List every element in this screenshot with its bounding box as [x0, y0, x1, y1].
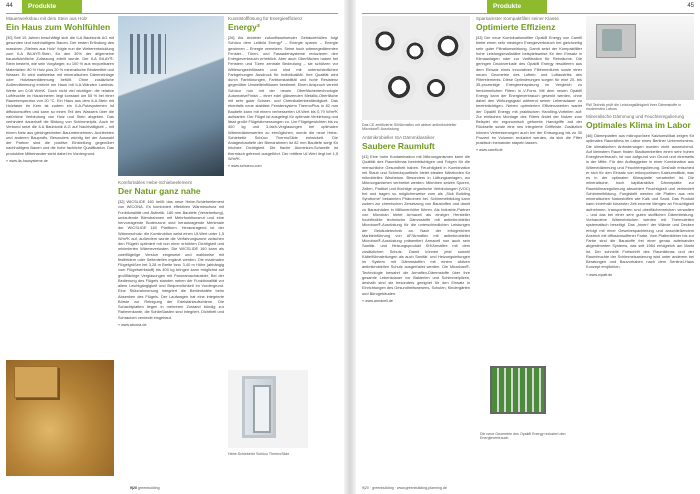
pipe-shape	[422, 74, 450, 102]
article-link[interactable]: » www.camfil.de	[476, 148, 503, 153]
article-link[interactable]: » www.rcpatt.de	[586, 272, 613, 277]
lab-caption: RW Technik prüft die Leistungsfähigkeit ihrer Dämmstoffe in modernsten Labors	[586, 103, 682, 112]
right-page	[356, 0, 700, 494]
pipes-caption: Das CE zertifizierte SilVArmaflex mit aktiver antimikrobieller Microban®-Ausrüstung	[362, 123, 457, 132]
article-lab	[586, 114, 694, 277]
window-photo-icon	[228, 370, 308, 448]
article-link[interactable]: » www.schueco.com	[228, 164, 262, 168]
article-link[interactable]: » www.ila-hausysteme.de	[6, 158, 48, 163]
article-energy	[228, 16, 338, 168]
pipe-shape	[432, 30, 464, 62]
article-kicker: Sparsamster Kompaktfilter seiner Klasse	[476, 16, 559, 21]
filter-caption: Die neue Geometrie des Opakfil Energy reduziert den Energieverbrauch	[480, 432, 566, 441]
article-microban	[362, 135, 470, 303]
article-straw	[6, 16, 114, 163]
article-body: [30] Seit 15 Jahren beschäftigt sich die ILA Baubionik AG mit gesunden und nachhaltigem Bauen. Der ersten Erfindung des massiven „Steines aus Holz“ folgte nun die Weiterentwicklung zum ILA INLAY®-Stein, für den 30% der allgemeine bauaufsichtliche Zulassung erteilt wurde. Der ILA INLAY®-Stein besteht, wie sein Vorgänger, zu 100 % aus recycelbaren Materialien: 80 % Holz plus 20 % mineralische Bindemittel und Wasser. Er wird wahlweise mit mineralischen Dämmeinlage oder Holzfaserdämmung befüllt. Ohne zusätzliche Außendämmung erreicht ein Haus mit ILA-Wänden Lambda-Werte um 0,08 W/mK. Doch nicht viel wichtiger: die relative Luftfeuchte im Hausinneren liegt konstant um 55 % bei einer Raumtemperatur von 20 °C. Ein Haus aus dem ILA-Stein mit Holzfaser im Kern ist zudem ein ILA-Putzsystemen ist diffusionsoffen und kann so einen Teil des Wassers über die natürliche Verbindung von Holz und Stein abgeben. Das verhindert dauerhaft die Bildung von Schimmelpilz. Auch im Verbund setzt die ILA Baubionik A.G auf Nachhaltigkeit – mit einem Netz aus gleichgesinnten Bauunternehmen, Architekten und anderen Bauprofis. Besonders wichtig bei der Auswahl der Partner sind die positive Einstellung gegenüber nachhaltigem Bauen und die hohe fachliche Qualifikation. Das produktive Mitteinander steht dabei im Vordergrund.	[6, 35, 114, 156]
left-page-number: 44	[6, 3, 13, 9]
right-footer: 9|20 · greenbuilding · www.greenbuilding-planning.de	[362, 486, 447, 490]
article-kicker: Mineralische Dämmung und Feuchteregulierung	[586, 114, 685, 119]
header-rule-right	[362, 13, 694, 14]
article-kicker: Antimikrobieller ISA Dämmklassiker	[362, 135, 435, 140]
right-page-number: 45	[687, 3, 694, 9]
header-rule-left	[6, 13, 338, 14]
lab-photo-icon	[586, 16, 694, 100]
footer-page-ref: 9|20	[130, 486, 138, 490]
article-kicker: Mauerwerksbau mit dem Stein aus Holz	[6, 16, 88, 21]
lab-door	[602, 29, 622, 51]
window-frame	[242, 376, 276, 438]
left-footer	[130, 486, 160, 490]
article-headline: Saubere Raumluft	[362, 141, 435, 151]
article-body: [46] Dämmplatten aus mikroporösen Kalziumsilikat zeigen für optimales Raumklima im Labor eines Berliner Unternehmens. Die klimatischen Anforderungen wurden nicht ausreichend. Auf kleinstem Raum finden Stadtumnbeiten einen sehr hohen Energieverbrauch, ist nun aufgrund von Grund und einerseits in der Mitte. Für den Auftraggeber in einer Kombination aus Wärmedämmung und Feuchteregulierung. Deshalb entschied er sich für den Einsatz von mikroporösem Kalziumsilikat, was es in der optimalen Klimaplatte verarbeitet ist. Die mineralische, hoch kapillaraktive Dämmplatte zur Raumklimaregulierung absorbiert Feuchtigkeit und verhindert Schimmelbildung. Fungistellt werden die Platten aus rein mineralischen Naturstoffen wie Kalk und Sand. Das Produkt kann innerhalb kürzester Zeit enorme Mengen an Feuchtigkeit aufnehmen, transportieren und oberflächenreichen verwalten – und das bei einer sehr guten stofflichen Dämmleistung. Vorhandene Wärmebrücken werden mit Thermoleiten systematisch beseitigt. Das „Innen“ der Wände und Decken erfolgt mit einer Gewebespachtelung und anschließendem Anstrich mit diffusionsoffener Farbe. Vom Plattenkleber bis zur Farbe sind die Baustoffe frei einer genau aufeinander abgestimmten Systems, das seit 1984 erfolgreich am Markt ist. Der schnelle Fortschritt des Raumklimas und der Raumfeuchte der Schimmelsanierung wird unter anderem bei Beratungen und Bauvorhaben nach dem Sentinel-Haus Konzept empfohlen.	[586, 133, 694, 270]
pipe-shape	[402, 38, 428, 64]
left-page	[0, 0, 344, 494]
article-body: [32] WICSLIDE 160 heißt das neue Hebe-Schiebeelement von WICONA. Es kombiniert effektiven Wärmeschutz mit Funktionalität und Ästhetik. 160 mm Bautiefe (Verarbeitung), umlaufende Blendrahmen mit Mehrfunktionsnut und eine hervorragende Bodenzone sind herausragende Merkmale der WICSLIDE 160 Plattform. Herausragend ist der Wärmeschutz: die Konstruktion weist einen Uf-Wert unter 1,5 W/m²K auf, außerdem wurde die Verfahrungszone zwischen den Flügeln optimiert mit nun einer erhöhten Dichtigkeit und minimierten Wärmeverlusten. Die WICSLIDE 160 kann als zweiflügelige Version eingesetzt und wahlweise mit festfeldern oder Seitenteilen ergänzt werden. Die maximalen Flügelgrößen bei 3,28 m Breite bzw. 3,40 m Höhe (abhängig vom Flügelwerkstoff) bis 400 kg bringen kann möglichst auf großflächige Verglasungen mit Panoramacharakter. Bei der Bedienung des Flügels standen neben der Funktionalität vor allem Leichtgängigkeit und Bequemlichkeit im Vordergrund. Eine Stützrahmenung integriert die Bedienkräfte beim Absenken des Flügels. Der Laufwagen hat eine integrierte Bürste zur Reinigung der Edelstahlaufschiene. Die Schachtplatten liegen in mehreren Zustand bündig zur Rahmenkante, die Schließlasten sind integriert, Dichtheit und Schrauben verdeckt eingebaut.	[118, 199, 224, 320]
article-body: [43] Der neue Kombinationsfilter Opakfil Energy von Camfil bietet einen sehr niedrigen Energieverbrauch bei gleichzeitig sehr guter Filtrationswirkung. Damit setzt der Kompaktfilter hohe Leistungsmaßstäbe beispielsweise für den Einsatz in Klimaanlagen oder zur Vorfiltration für Reinräume. Die geringen Druckverluste des Opakfil Energy resultieren aus dem Einsatz eines innovativen Filtermediums sowie einer neuen Geometrie des Luftein- und Luftaustritts des Filterelements. Diese Optimierungen sorgen für eine 20- bis 35-prozentige Energieeinsparung im Vergleich zu herkömmlichen Filtern in V-Form. Mit dem neuen Opakfil Energy kann der Energieverbrauch gesenkt werden, ohne dabei den Wirkungsgrad während seiner Lebensdauer zu beeinträchtigen. Neben optimierten Effizienzwerten wartet der Opakfil Energy mit praktischen Handling-Vorteilen auf: Zur einfachen Montage des Filters findet der Nutzer zum Beispiel ein ergonomisch geformte Handgriffe auf der Rückseite sowie eine neu integrierte Griffleiste. Zusätzlich können Verbesserungen auch bei der Entsorgung bis zu 30 Prozent im Volumen reduziert werden, da sich die Filter praktisch ineinander stapeln lassen.	[476, 35, 582, 145]
section-label-left: Produkte	[22, 0, 82, 13]
article-body: [26] Als Anbieter zukunftsweisender Gebäudehüllen folgt Schüco dem Leitbild Energy³ – Energie sparen – Energie gewinnen – Energie vernetzen. Seine hoch wärmegedämmten Fenster-, Türen- und Fassadensysteme reduzieren den Energieverbrauch erheblich. Aber auch Oberflächen haben bei Fenstern und Türen zentrale Bedeutung – sie schützen vor Witterungseinflüssen und sind mit unterschiedlichen Farbgebungen Ausdruck für Individualität. Ihre Qualität wird durch Farbtönungen, Farbtonstabilität und hohe Resistenz gegenüber Umwelteinflüssen bestimmt. Einen Anspruch vereint Schüco nun mit der neuen Oberflächentechnologie AutomotiveFinish – einer edel glänzenden Metallic-Oberfläche mit sehr guter Schwer- und Chemikalienbeständigkeit. Das ebenfalls neue stabilste Fenstersystem ThermoPlus in 82 mm Bautiefe kann mit einem verbesserten Uf-Wert bis 0,79 W/m²K aufwarten. Der Flügel ist ausgelegt für optimale Verklebung und lässt große Flügelabmessungen zu. Um Flügelgewichten bis zu 400 kg und 3-fach-Verglasungen bei optimalen Wärmedämmwerten zu ermöglichen, wurde die neue Hebe-Schiebetür Schüco ThermoSlide entwickelt. Die Anlagenbautiefe der Blendrahmen ist 82 mm Bautiefe sorgt für höchste Dichtigkeit. Die flache Aluminium-Schwelle ist thermisch getrennt ausgeführt. Der mittlere Uf-Wert liegt bei 1,5 W/m²K.	[228, 35, 338, 161]
article-body: [41] Eine hohe Kontamination mit Mikroorganismen kann die Qualität des Raumklimas beeinträchtigen und Folgen für die menschliche Gesundheit haben. Feuchtigkeit in Kombination mit Staub und Schmutzpartikeln bietet idealen Nährboden für mikrobielles Wachstum. Besonders in Lüftungsanlagen, wo Mikroorganismen verbreitet werden. Mikroben setzen Sporen, Zellen, Partikel und flüchtige organische Verbindungen (VOC) frei und tragen so möglicherweise zum als „Sick Building Syndrome“ bekannten Phänomen bei. Schimmelbildung kann zudem zur chemischen Zersetzung von Baustoffen und damit zu Bauschäden in Millionenhöhe führen. Als Industrie-Partner von Microban bietet Armacell als einziger Hersteller hochflexible technische Dämmstoffe mit antimikrobieller Microban®-Ausrüstung für die unterschiedlichen Leistungen der Gebäudetechnik an. Nach der erfolgreichen Markteinführung von AF/Armaflex mit antimikrobieller Microban®-Ausrüstung präsentiert Armacell nun auch sein Sanitär- und Heizungsprodukt SH/Armaflex mit dem zusätzlichen Schutz. Damit können jetzt sowohl Kälte/Klimaleitungen als auch Sanitär- und Heizungsleitungen im System mit Dämmstoffen mit einem aktiven antimikrobiellen Schutz ausgerüstet werden. Die Microban®-Technologie bewahrt die Armaflex-Dämmstoffe über ihre gesamte Lebensdauer vor Bakterien und Schimmelpilzen, deshalb sind sie besonders geeignet für den Einsatz in Einrichtungen des Gesundheitswesens, Schulen, Kindergärten und Bürogebäuden.	[362, 154, 470, 296]
article-headline: Optimales Klima im Labor	[586, 120, 691, 130]
article-window	[118, 180, 224, 327]
right-page-header	[356, 0, 700, 13]
article-link[interactable]: » www.wicona.de	[118, 322, 147, 327]
article-link[interactable]: » www.armacell.de	[362, 298, 393, 303]
section-label-right: Produkte	[487, 0, 547, 13]
pipe-shape	[370, 26, 400, 56]
article-kicker: Komfortables Hebe-Schiebeelement	[118, 180, 192, 185]
article-headline: Ein Haus zum Wohlfühlen	[6, 22, 111, 32]
article-headline: Der Natur ganz nahe	[118, 186, 201, 196]
filter-photo-icon	[480, 356, 558, 426]
footer-brand: greenbuilding	[138, 486, 160, 490]
building-photo	[118, 16, 224, 176]
pipe-shape	[382, 70, 416, 104]
spread-gutter	[344, 0, 356, 494]
left-page-header	[0, 0, 344, 13]
article-headline: Energy³	[228, 22, 260, 32]
article-headline: Optimierte Effizienz	[476, 22, 556, 32]
article-kicker: Kunststofflösung für Energieeffizienz	[228, 16, 303, 21]
window-caption: Hebe-Schiebetür Schüco ThermoSlide	[228, 452, 290, 456]
filter-box	[490, 366, 546, 414]
pipes-photo-icon	[362, 16, 470, 120]
article-filter	[476, 16, 582, 152]
straw-photo-icon	[6, 360, 114, 476]
